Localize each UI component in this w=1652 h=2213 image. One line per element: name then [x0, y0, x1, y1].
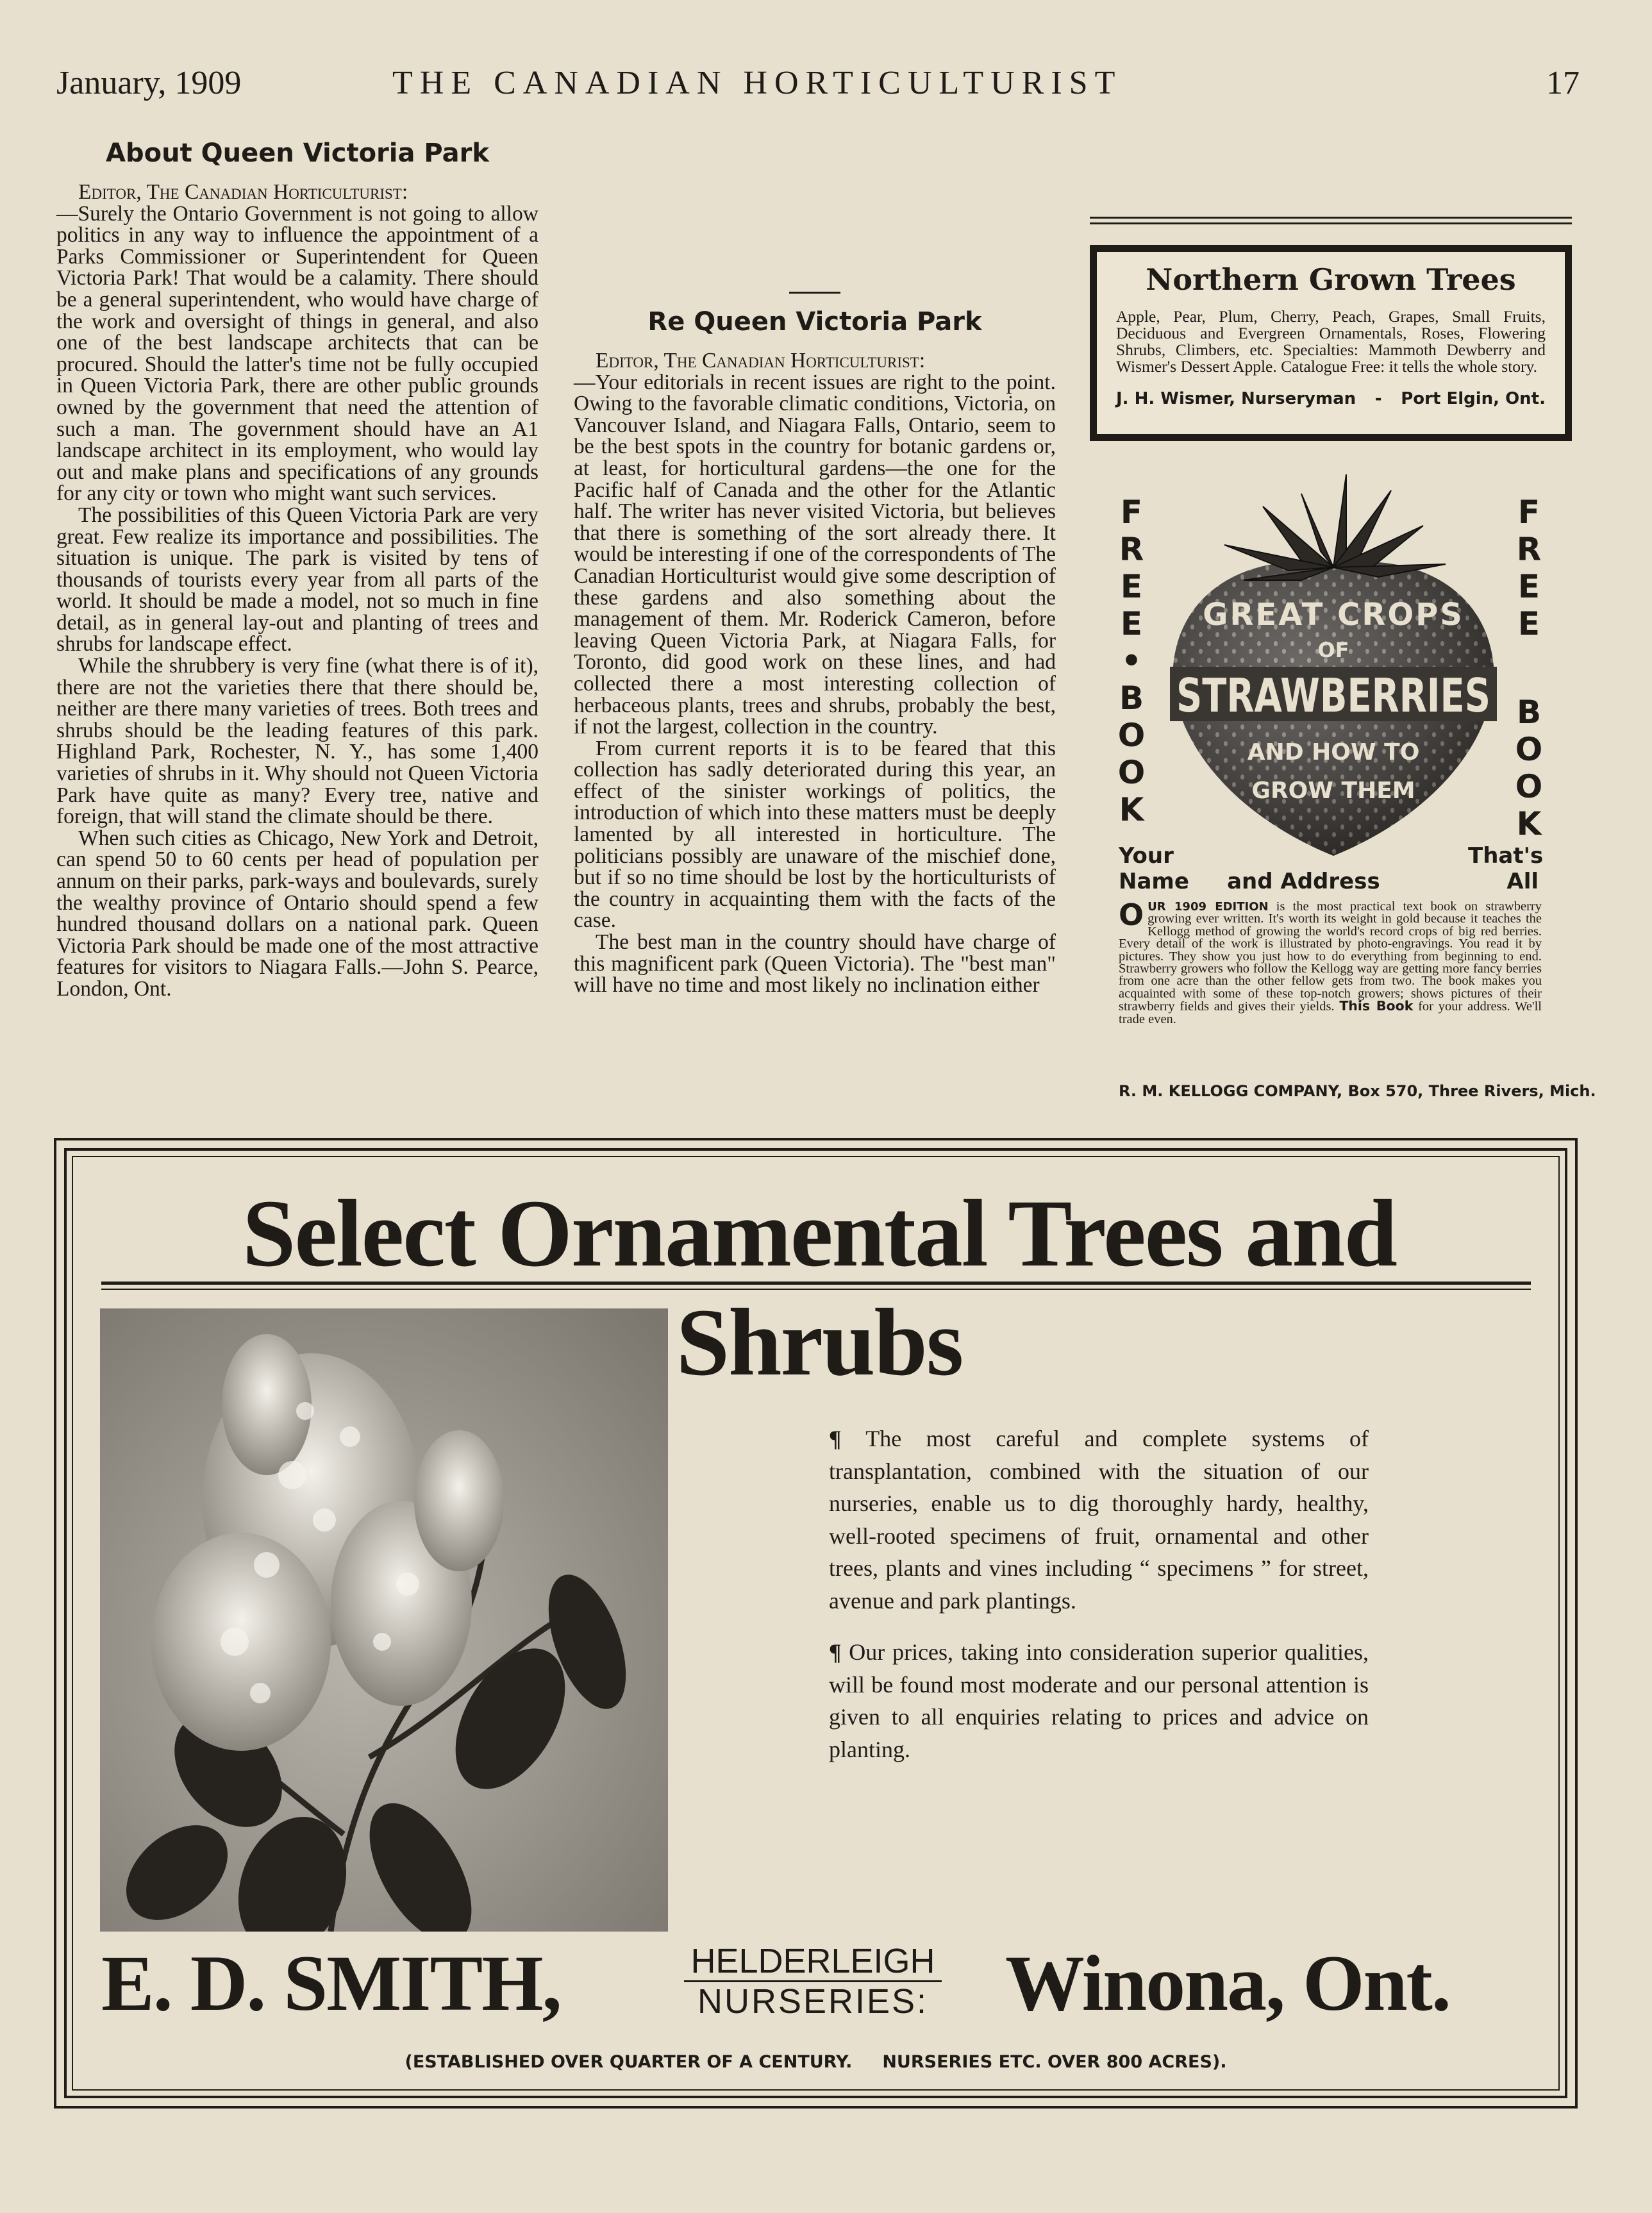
name-and-address-label: Name and Address: [1119, 869, 1380, 894]
bullet-left: •: [1121, 642, 1142, 680]
article1-title: About Queen Victoria Park: [106, 138, 489, 168]
article-re-queen-victoria-park: [574, 138, 1056, 996]
this-book-label: This Book: [1339, 998, 1414, 1014]
nursery-name-line1: HELDERLEIGH: [684, 1942, 941, 1982]
article2-editor-line: Editor, The Canadian Horticulturist:: [596, 349, 926, 372]
ad-wismer-location: Port Elgin, Ont.: [1401, 389, 1546, 408]
article-divider: [789, 292, 840, 294]
ad-wismer-nurseryman: J. H. Wismer, Nurseryman: [1116, 389, 1356, 408]
strawberry-subtitle-1: AND HOW TO: [1247, 739, 1420, 765]
article2-title: Re Queen Victoria Park: [647, 307, 982, 337]
ad-northern-grown-trees: [1090, 245, 1572, 441]
column-rule: [1090, 217, 1572, 224]
article-about-queen-victoria-park: [56, 138, 538, 1000]
pilcrow: ¶: [829, 1426, 842, 1451]
issue-date: January, 1909: [56, 65, 242, 101]
free-label-right: FREE: [1516, 494, 1542, 642]
strawberry-of: OF: [1317, 638, 1349, 662]
book-label-right: BOOK: [1515, 694, 1543, 842]
smith-title-rule: [101, 1282, 1531, 1290]
page-number: 17: [1546, 65, 1580, 101]
article2-paragraph: The best man in the country should have charge of this magnificent park (Queen Victoria). The "best man" will have no time and most likely no inclination either: [574, 930, 1056, 998]
article1-paragraph: While the shrubbery is very fine (what there is of it), there are not the varieties there that there should be, neither are there many varieties of trees. Both trees and shrubs should be the leading features of this park. Highland Park, Rochester, N. Y., has some 1,400 varieties of shrubs in it. Why should not Queen Victoria Park have quite as many? Every tree, native and foreign, that will stand the climate should be there.: [56, 654, 538, 829]
strawberry-headline: GREAT CROPS: [1203, 597, 1464, 633]
pilcrow: ¶: [829, 1639, 842, 1665]
article2-paragraph: —Your editorials in recent issues are right to the point. Owing to the favorable climatic conditions, Victoria, on Vancouver Island, and Niagara Falls, Ontario, seem to be the best spots in the country for botanic gardens or, at least, for horticultural gardens—the one for the Pacific half of Canada and the other for the Atlantic half. The writer has never visited Victoria, but believes that there is something of the sort already there. It would be interesting if one of the correspondents of The Canadian Horticulturist would give some description of these gardens and also something about the management of them. Mr. Roderick Cameron, before leaving Queen Victoria Park, at Niagara Falls, for Toronto, did good work on these lines, and had collected there a most interesting collection of herbaceous plants, trees and shrubs, probably the best, if not the largest, collection in the country.: [574, 370, 1056, 739]
free-book-right: [1513, 494, 1545, 842]
edition-label: UR 1909 EDITION: [1147, 900, 1269, 914]
free-label-left: FREE: [1119, 494, 1144, 642]
article1-paragraph: —Surely the Ontario Government is not going to allow politics in any way to influence the appointment of a Parks Commissioner or Superintendent for Queen Victoria Park! That would be a calamity. There should be a general superintendent, who would have charge of the work and oversight of things in general, and also one of the best landscape architects that can be procured. Should the latter's time not be fully occupied in Queen Victoria Park, there are other public grounds owned by the government that need the attention of such a man. The government should have an A1 landscape architect in its employment, who would lay out and make plans and specifications of any grounds for any city or town who might want such services.: [56, 201, 538, 506]
lilac-photo: [100, 1308, 668, 1932]
smith-paragraph-text: The most careful and complete systems of transplantation, combined with the situation of our nurseries, enable us to dig thoroughly hardy, healthy, well-rooted specimens of fruit, ornamental and other trees, plants and vines including “ specimens ” for street, avenue and park plantings.: [829, 1426, 1369, 1614]
strawberry-illustration: [1154, 455, 1513, 865]
ad-wismer-dash: -: [1374, 389, 1382, 408]
nursery-name-line2: NURSERIES:: [697, 1982, 929, 2021]
strawberry-main-title: STRAWBERRIES: [1176, 669, 1490, 722]
drop-cap: O: [1119, 898, 1144, 932]
ad-wismer-title: Northern Grown Trees: [1146, 262, 1516, 297]
kellogg-body-text: is the most practical text book on strawberry growing ever written. It's worth its weight in gold because it teaches the Kellogg method of growing the world's record crops of big red berries. Every detail of the work is illustrated by photo-engravings. You read it by pictures. They show you just how to do everything from beginning to end. Strawberry growers who follow the Kellogg way are getting more fancy berries from one acre than the other fellow gets from two. The book makes you acquainted with some of these top-notch growers; shows pictures of their strawberry fields and gives their yields.: [1119, 899, 1542, 1014]
smith-paragraph: [829, 1423, 1369, 1617]
article2-paragraph: From current reports it is to be feared that this collection has sadly deteriorated during this year, an effect of the sinister workings of politics, the introduction of which into these matters must be deeply lamented by all interested in horticulture. The politicians possibly are unaware of the mischief done, but if so no time should be lost by the horticulturists of the country in acquainting them with the facts of the case.: [574, 736, 1056, 933]
book-label-left: BOOK: [1117, 680, 1146, 828]
free-book-left: [1115, 494, 1147, 828]
smith-paragraph-text: Our prices, taking into consideration superior qualities, will be found most moderate and our personal attention is given to all enquiries relating to prices and advice on planting.: [829, 1639, 1369, 1762]
helderleigh-nurseries: [665, 1942, 960, 2021]
smith-company-name: E. D. SMITH,: [101, 1939, 561, 2027]
smith-ad-copy: [829, 1423, 1369, 1785]
smith-established: (ESTABLISHED OVER QUARTER OF A CENTURY. NURSERIES ETC. OVER 800 ACRES).: [405, 2052, 1227, 2072]
smith-ad-title: Select Ornamental Trees and Shrubs: [242, 1180, 1396, 1396]
kellogg-body-tail: for your address. We'll trade even.: [1119, 999, 1542, 1026]
all-label: All: [1506, 869, 1539, 894]
your-label: Your: [1119, 843, 1174, 869]
ad-wismer-body: Apple, Pear, Plum, Cherry, Peach, Grapes, Small Fruits, Deciduous and Evergreen Ornamentals, Roses, Flowering Shrubs, Climbers, etc. Specialties: Mammoth Dewberry and Wismer's Dessert Apple. Catalogue Free: it tells the whole story.: [1116, 307, 1546, 376]
strawberry-subtitle-2: GROW THEM: [1251, 778, 1415, 804]
ad-ed-smith: [54, 1138, 1578, 2109]
thats-label: That's: [1468, 843, 1544, 869]
article1-editor-line: Editor, The Canadian Horticulturist:: [78, 180, 408, 204]
smith-paragraph: [829, 1636, 1369, 1766]
ad-wismer-footer: [1116, 389, 1546, 408]
journal-title: THE CANADIAN HORTICULTURIST: [392, 65, 1122, 101]
article1-paragraph: The possibilities of this Queen Victoria Park are very great. Few realize its importance and possibilities. The situation is unique. The park is visited by tens of thousands of tourists every year from all parts of the world. It should be made a model, not so much in fine detail, as in general lay-out and planting of trees and shrubs for landscape effect.: [56, 503, 538, 656]
article1-paragraph: When such cities as Chicago, New York and Detroit, can spend 50 to 60 cents per head of population per annum on their parks, park-ways and boulevards, surely the wealthy province of Ontario should spend a few hundred thousand dollars on a national park. Queen Victoria Park should be made one of the most attractive features for visitors to Niagara Falls.—John S. Pearce, London, Ont.: [56, 826, 538, 1001]
ad-strawberry-book: [1090, 455, 1596, 1122]
kellogg-body: [1119, 898, 1542, 1026]
smith-location: Winona, Ont.: [1005, 1939, 1450, 2027]
kellogg-company: R. M. KELLOGG COMPANY, Box 570, Three Rivers, Mich.: [1119, 1082, 1596, 1100]
